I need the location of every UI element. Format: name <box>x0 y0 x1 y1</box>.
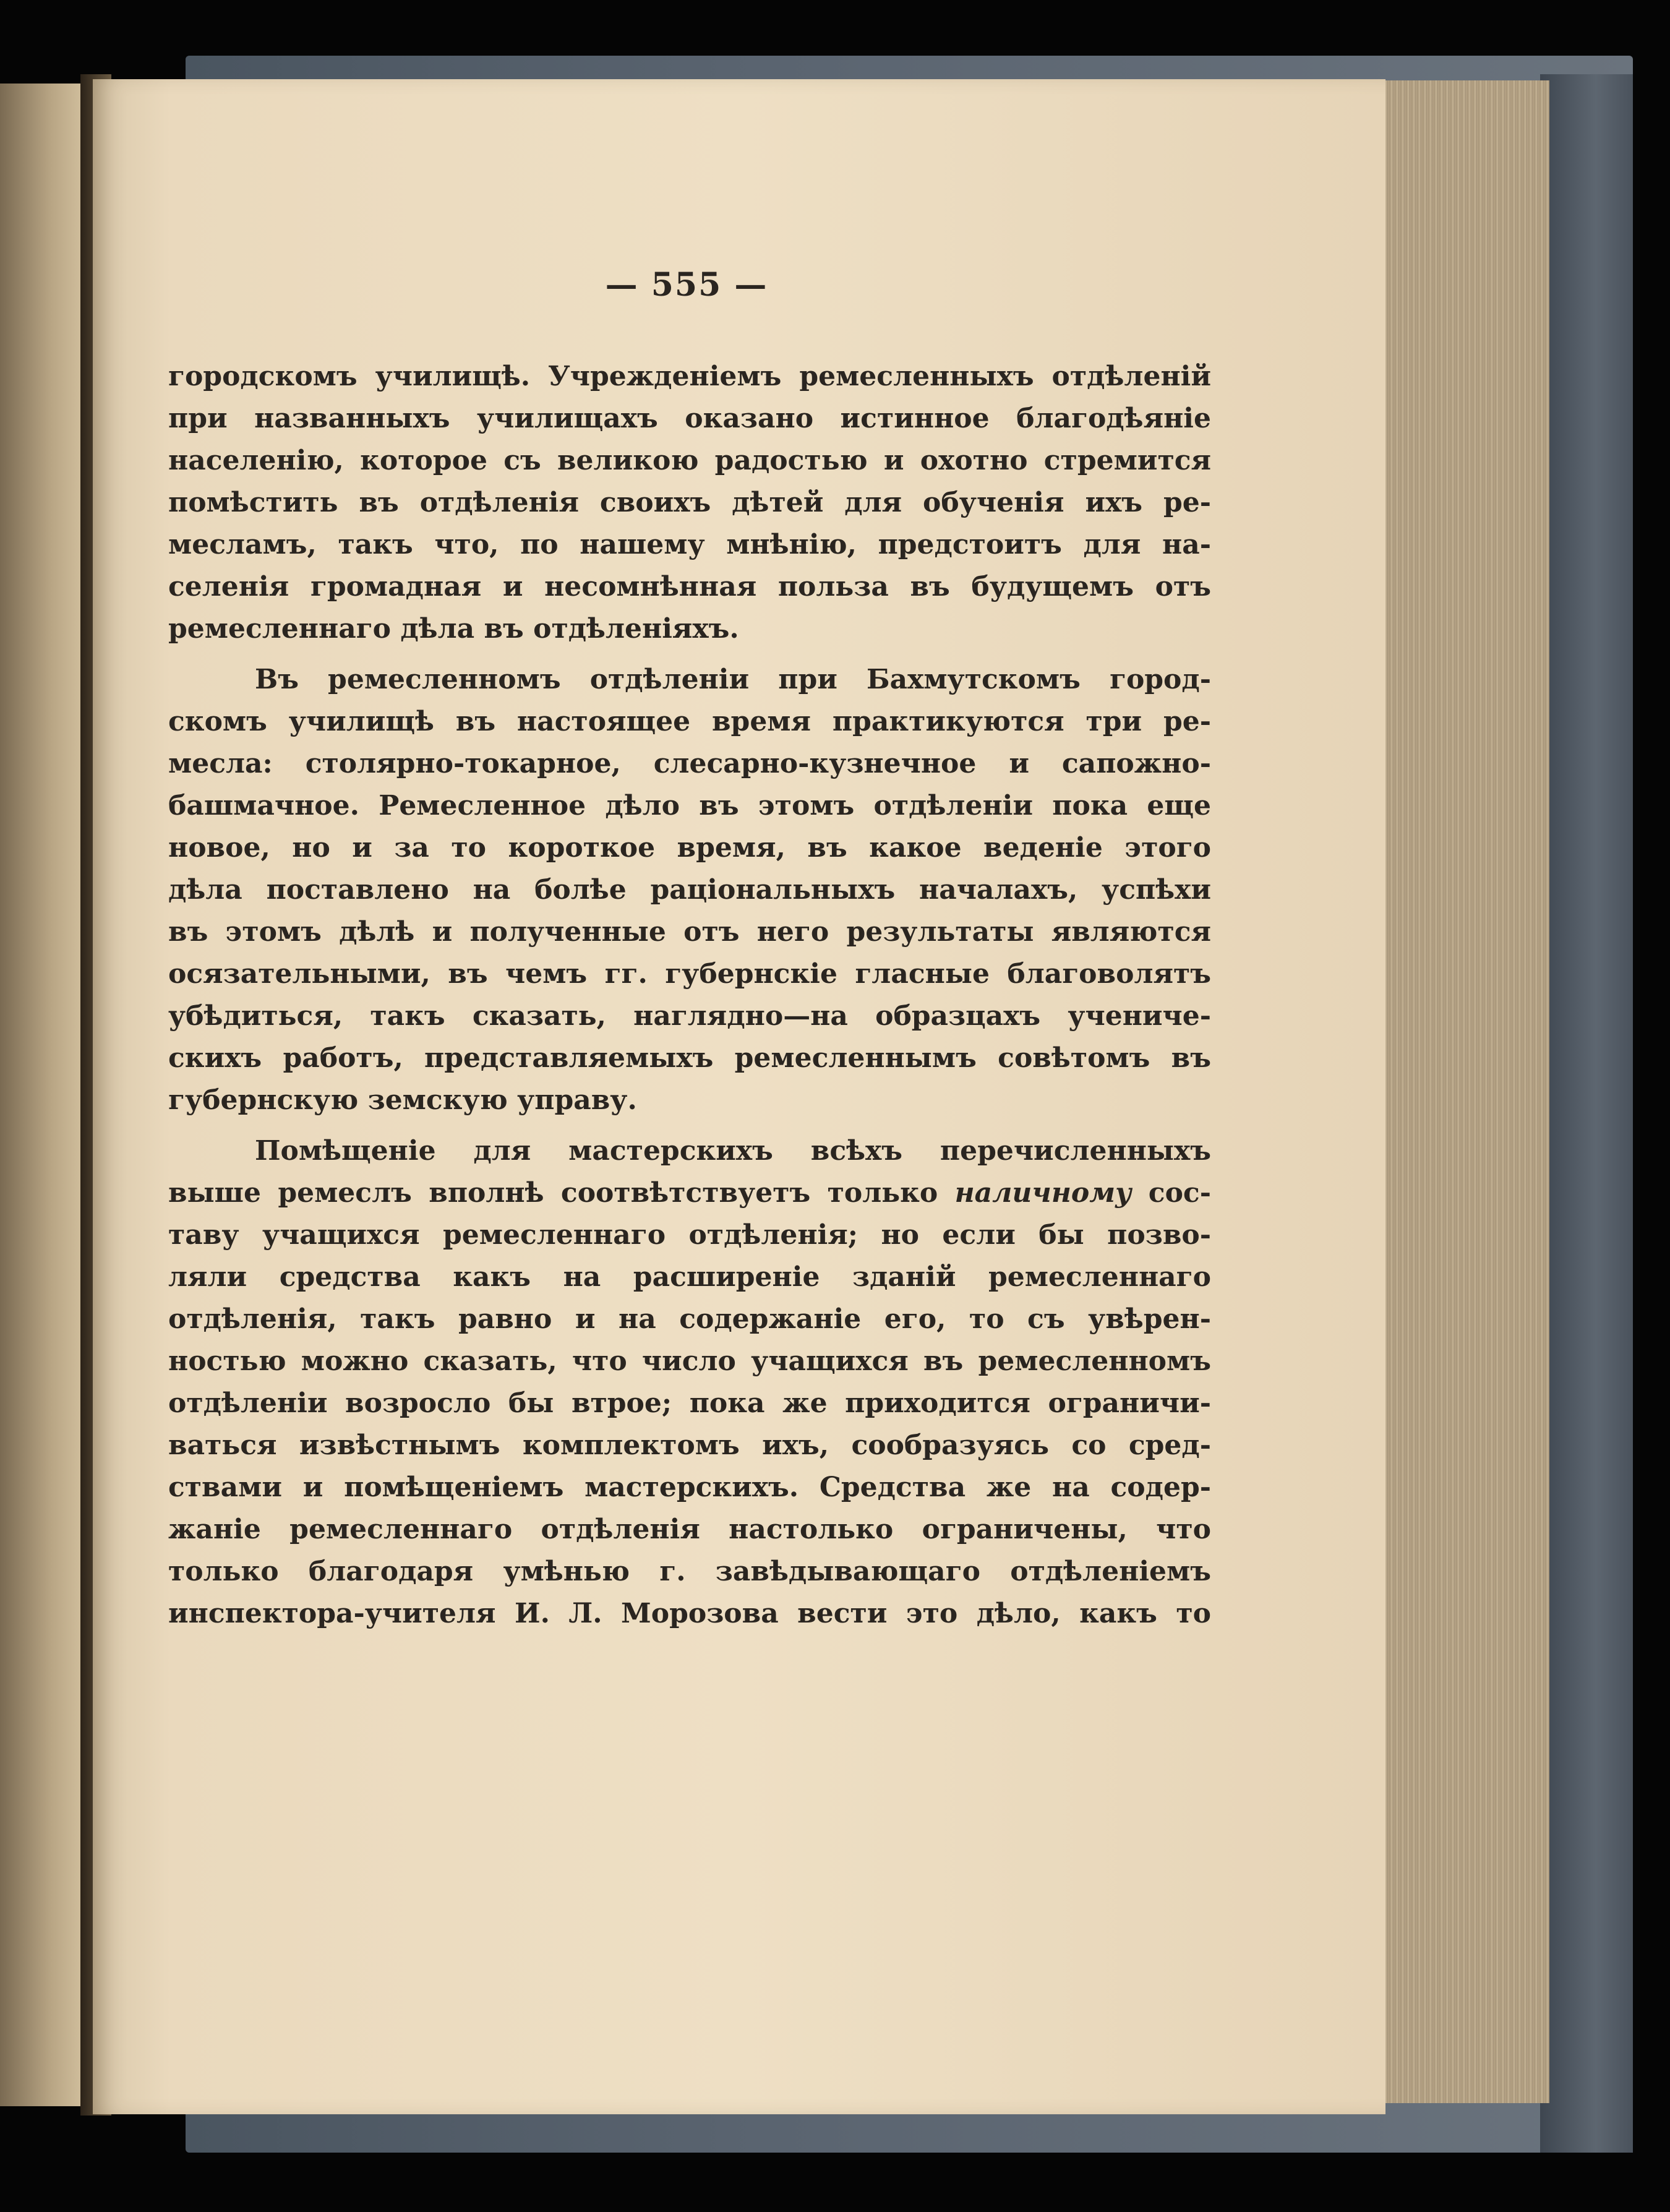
left-page-edge <box>0 84 93 2106</box>
text-line: скомъ училищѣ въ настоящее время практикуются три ре- <box>168 706 1211 737</box>
text-line: ствами и помѣщеніемъ мастерскихъ. Средства же на содер- <box>168 1472 1211 1503</box>
text-line: инспектора-учителя И. Л. Морозова вести это дѣло, какъ то <box>168 1598 1211 1629</box>
text-line: Въ ремесленномъ отдѣленіи при Бахмутскомъ город- <box>255 664 1211 695</box>
text-line: скихъ работъ, представляемыхъ ремесленнымъ совѣтомъ въ <box>168 1042 1211 1074</box>
text-line: помѣстить въ отдѣленія своихъ дѣтей для обученія ихъ ре- <box>168 487 1211 518</box>
text-fragment: выше ремеслъ вполнѣ соотвѣтствуетъ только <box>168 1177 938 1209</box>
text-line: осязательными, въ чемъ гг. губернскіе гласные благоволятъ <box>168 958 1211 990</box>
text-line: только благодаря умѣнью г. завѣдывающаго отдѣленіемъ <box>168 1556 1211 1587</box>
text-line-with-italic <box>168 1172 1211 1214</box>
text-line: месла: столярно-токарное, слесарно-кузнечное и сапожно- <box>168 748 1211 779</box>
text-line: при названныхъ училищахъ оказано истинное благодѣяніе <box>168 403 1211 434</box>
text-line: таву учащихся ремесленнаго отдѣленія; но если бы позво- <box>168 1219 1211 1251</box>
body-text <box>168 356 1211 1635</box>
text-line: новое, но и за то короткое время, въ какое веденіе этого <box>168 832 1211 864</box>
text-line: отдѣленія, такъ равно и на содержаніе его, то съ увѣрен- <box>168 1303 1211 1335</box>
page-stack-edge <box>1382 80 1549 2103</box>
text-fragment: сос- <box>1148 1177 1211 1209</box>
text-line: месламъ, такъ что, по нашему мнѣнію, предстоитъ для на- <box>168 529 1211 560</box>
text-line: населенію, которое съ великою радостью и охотно стремится <box>168 445 1211 476</box>
text-line: Помѣщеніе для мастерскихъ всѣхъ перечисленныхъ <box>255 1135 1211 1167</box>
text-line: въ этомъ дѣлѣ и полученные отъ него результаты являются <box>168 916 1211 948</box>
text-line: дѣла поставлено на болѣе раціональныхъ началахъ, успѣхи <box>168 874 1211 906</box>
text-line: ностью можно сказать, что число учащихся въ ремесленномъ <box>168 1345 1211 1377</box>
text-line: губернскую земскую управу. <box>168 1084 637 1116</box>
text-line: убѣдиться, такъ сказать, наглядно—на образцахъ учениче- <box>168 1000 1211 1032</box>
text-line: башмачное. Ремесленное дѣло въ этомъ отдѣленіи пока еще <box>168 790 1211 821</box>
text-line: жаніе ремесленнаго отдѣленія настолько ограничены, что <box>168 1514 1211 1545</box>
text-line: городскомъ училищѣ. Учрежденіемъ ремесленныхъ отдѣленій <box>168 361 1211 392</box>
book-cover-edge <box>1540 74 1633 2153</box>
page-number: — 555 — <box>605 266 768 304</box>
text-line: селенія громадная и несомнѣнная польза въ будущемъ отъ <box>168 571 1211 602</box>
italic-emphasis: наличному <box>954 1177 1132 1209</box>
text-line: ляли средства какъ на расширеніе зданій ремесленнаго <box>168 1261 1211 1293</box>
text-line: ваться извѣстнымъ комплектомъ ихъ, сообразуясь со сред- <box>168 1430 1211 1461</box>
text-line: ремесленнаго дѣла въ отдѣленіяхъ. <box>168 613 739 645</box>
text-line: отдѣленіи возросло бы втрое; пока же приходится ограничи- <box>168 1387 1211 1419</box>
